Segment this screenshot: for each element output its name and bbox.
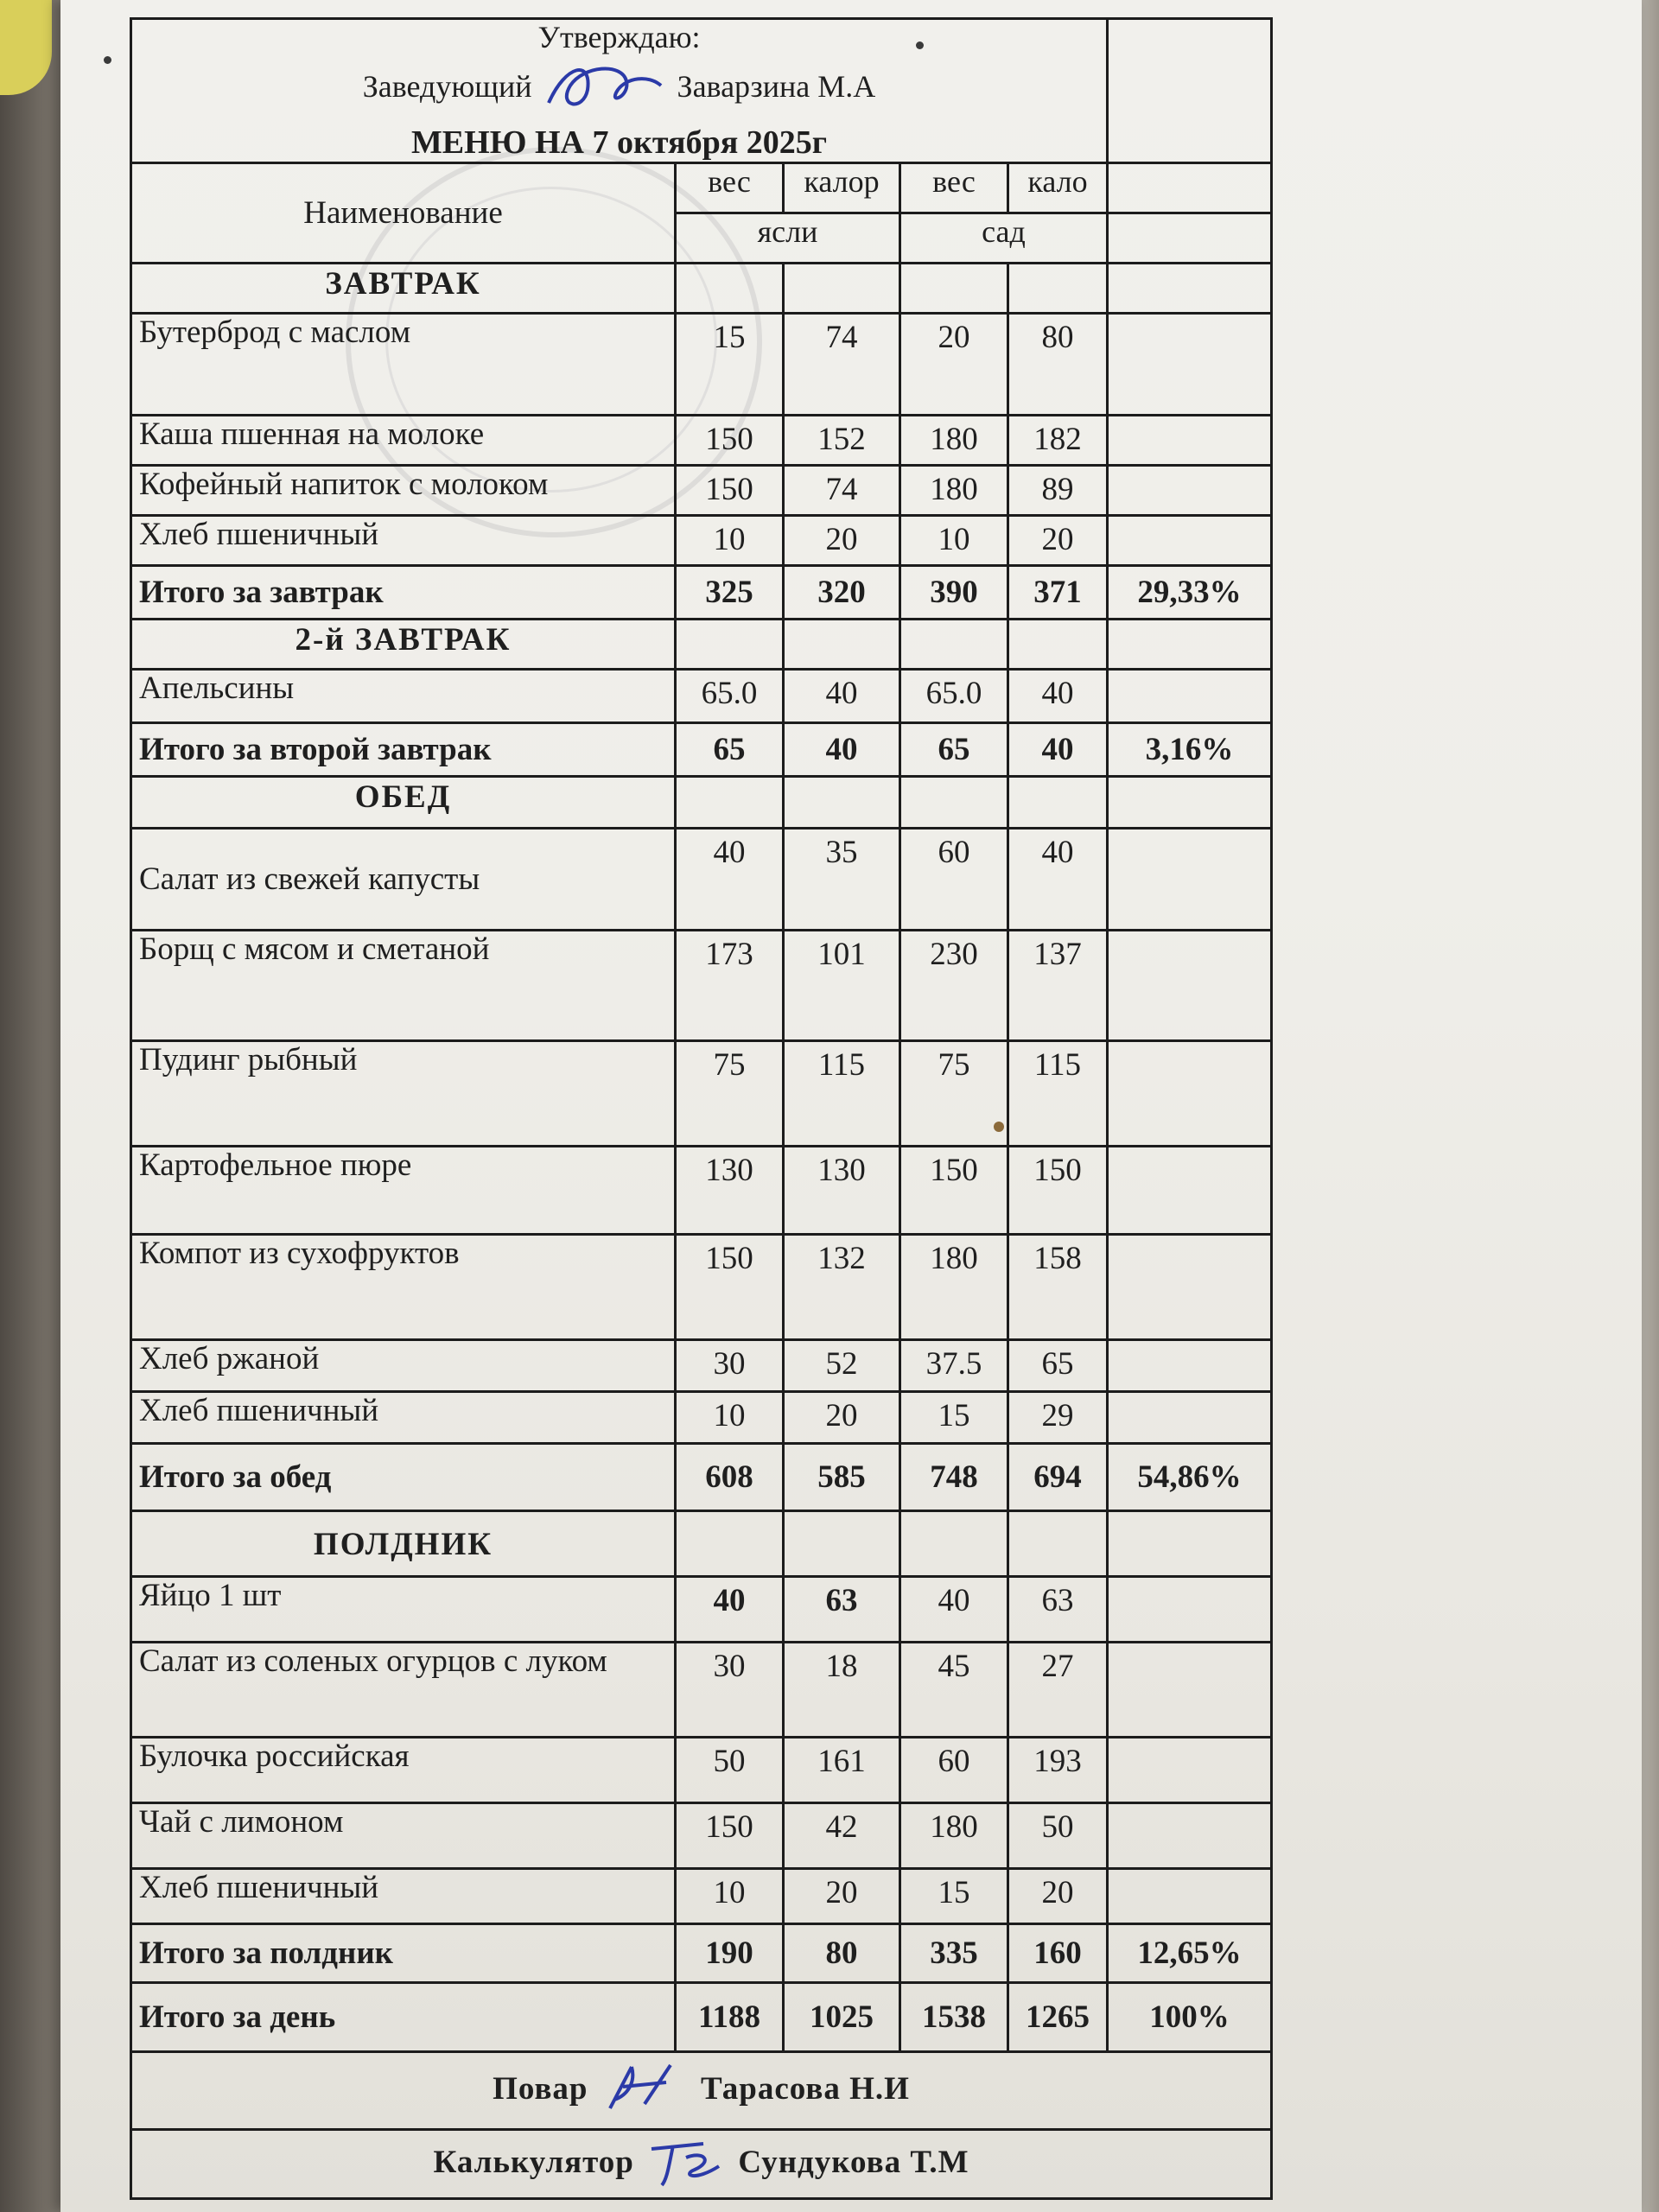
calories-nursery: 52 xyxy=(784,1340,900,1392)
calories-nursery: 152 xyxy=(784,416,900,466)
weight-nursery: 40 xyxy=(676,829,784,931)
table-row xyxy=(131,1340,1272,1392)
weight-nursery: 173 xyxy=(676,931,784,1041)
weight-nursery: 150 xyxy=(676,1235,784,1340)
total-percent: 12,65% xyxy=(1108,1924,1272,1983)
table-row xyxy=(131,1738,1272,1803)
table-row xyxy=(131,1643,1272,1738)
cook-role: Повар xyxy=(493,2070,588,2107)
manager-name: Заварзина М.А xyxy=(677,69,876,105)
weight-kindergarten: 20 xyxy=(900,314,1008,416)
calories-kindergarten: 20 xyxy=(1008,516,1108,566)
calories-kindergarten: 50 xyxy=(1008,1803,1108,1869)
dish-name: Салат из свежей капусты xyxy=(131,829,676,931)
calories-nursery: 74 xyxy=(784,466,900,516)
dish-name: Хлеб пшеничный xyxy=(131,1392,676,1444)
print-speck xyxy=(104,56,111,64)
calories-nursery: 101 xyxy=(784,931,900,1041)
dish-name: Чай с лимоном xyxy=(131,1803,676,1869)
calculator-signature-row xyxy=(131,2130,1272,2199)
calculator-name: Сундукова Т.М xyxy=(738,2144,969,2180)
section-row xyxy=(131,264,1272,314)
calories-kindergarten: 29 xyxy=(1008,1392,1108,1444)
section-row xyxy=(131,777,1272,829)
calories-kindergarten: 182 xyxy=(1008,416,1108,466)
weight-nursery: 50 xyxy=(676,1738,784,1803)
weight-nursery: 130 xyxy=(676,1147,784,1235)
dish-name: Яйцо 1 шт xyxy=(131,1577,676,1643)
weight-nursery: 150 xyxy=(676,466,784,516)
dish-name: Хлеб ржаной xyxy=(131,1340,676,1392)
table-row xyxy=(131,931,1272,1041)
dish-name: Булочка российская xyxy=(131,1738,676,1803)
section-row xyxy=(131,1511,1272,1577)
table-row xyxy=(131,314,1272,416)
calories-nursery: 115 xyxy=(784,1041,900,1147)
column-header-name: Наименование xyxy=(131,163,676,264)
calories-kindergarten: 63 xyxy=(1008,1577,1108,1643)
weight-kindergarten: 180 xyxy=(900,416,1008,466)
total-percent: 54,86% xyxy=(1108,1444,1272,1511)
dish-name: Компот из сухофруктов xyxy=(131,1235,676,1340)
total-percent: 3,16% xyxy=(1108,723,1272,777)
day-total-calories-kindergarten: 1265 xyxy=(1008,1983,1108,2052)
weight-kindergarten: 10 xyxy=(900,516,1008,566)
dish-name: Борщ с мясом и сметаной xyxy=(131,931,676,1041)
weight-kindergarten: 15 xyxy=(900,1869,1008,1924)
calories-nursery: 40 xyxy=(784,670,900,723)
signature-mark xyxy=(643,2132,729,2198)
calories-kindergarten: 20 xyxy=(1008,1869,1108,1924)
total-label: Итого за полдник xyxy=(131,1924,676,1983)
total-label: Итого за обед xyxy=(131,1444,676,1511)
column-header-weight: вес xyxy=(900,163,1008,213)
weight-kindergarten: 150 xyxy=(900,1147,1008,1235)
empty-cell xyxy=(1108,213,1272,264)
weight-kindergarten: 37.5 xyxy=(900,1340,1008,1392)
approve-label: Утверждаю: xyxy=(537,20,701,54)
calories-nursery: 20 xyxy=(784,1392,900,1444)
dish-name: Салат из соленых огурцов с луком xyxy=(131,1643,676,1738)
calories-kindergarten: 193 xyxy=(1008,1738,1108,1803)
group-header-nursery: ясли xyxy=(676,213,900,264)
dish-name: Кофейный напиток с молоком xyxy=(131,466,676,516)
dish-name: Апельсины xyxy=(131,670,676,723)
calculator-role: Калькулятор xyxy=(433,2144,634,2180)
calories-nursery: 20 xyxy=(784,1869,900,1924)
table-row xyxy=(131,1147,1272,1235)
total-calories-kindergarten: 160 xyxy=(1008,1924,1108,1983)
section-title: ЗАВТРАК xyxy=(131,264,676,314)
weight-kindergarten: 40 xyxy=(900,1577,1008,1643)
calories-kindergarten: 137 xyxy=(1008,931,1108,1041)
day-total-label: Итого за день xyxy=(131,1983,676,2052)
calories-kindergarten: 40 xyxy=(1008,670,1108,723)
calories-nursery: 74 xyxy=(784,314,900,416)
weight-kindergarten: 65.0 xyxy=(900,670,1008,723)
table-row xyxy=(131,1577,1272,1643)
position-label: Заведующий xyxy=(362,69,532,105)
weight-nursery: 75 xyxy=(676,1041,784,1147)
calories-kindergarten: 150 xyxy=(1008,1147,1108,1235)
total-weight-nursery: 65 xyxy=(676,723,784,777)
calories-nursery: 132 xyxy=(784,1235,900,1340)
section-title: 2-й ЗАВТРАК xyxy=(131,620,676,670)
calories-kindergarten: 89 xyxy=(1008,466,1108,516)
total-calories-nursery: 80 xyxy=(784,1924,900,1983)
total-row xyxy=(131,723,1272,777)
group-header-kindergarten: сад xyxy=(900,213,1108,264)
day-total-weight-nursery: 1188 xyxy=(676,1983,784,2052)
table-row xyxy=(131,1869,1272,1924)
weight-nursery: 65.0 xyxy=(676,670,784,723)
calories-nursery: 42 xyxy=(784,1803,900,1869)
calories-nursery: 35 xyxy=(784,829,900,931)
total-calories-kindergarten: 371 xyxy=(1008,566,1108,620)
table-row xyxy=(131,1041,1272,1147)
weight-nursery: 15 xyxy=(676,314,784,416)
total-weight-kindergarten: 390 xyxy=(900,566,1008,620)
calories-kindergarten: 27 xyxy=(1008,1643,1108,1738)
dish-name: Хлеб пшеничный xyxy=(131,1869,676,1924)
section-row xyxy=(131,620,1272,670)
weight-kindergarten: 180 xyxy=(900,1235,1008,1340)
column-header-weight: вес xyxy=(676,163,784,213)
total-calories-nursery: 320 xyxy=(784,566,900,620)
calories-kindergarten: 40 xyxy=(1008,829,1108,931)
table-row xyxy=(131,829,1272,931)
menu-title: МЕНЮ НА 7 октября 2025г xyxy=(410,124,828,161)
weight-kindergarten: 15 xyxy=(900,1392,1008,1444)
total-weight-kindergarten: 748 xyxy=(900,1444,1008,1511)
table-row xyxy=(131,1392,1272,1444)
total-weight-kindergarten: 335 xyxy=(900,1924,1008,1983)
weight-kindergarten: 60 xyxy=(900,1738,1008,1803)
dish-name: Картофельное пюре xyxy=(131,1147,676,1235)
table-row xyxy=(131,516,1272,566)
weight-kindergarten: 45 xyxy=(900,1643,1008,1738)
calculator-signature xyxy=(131,2130,1272,2199)
total-percent: 29,33% xyxy=(1108,566,1272,620)
calories-nursery: 20 xyxy=(784,516,900,566)
weight-nursery: 10 xyxy=(676,516,784,566)
calories-nursery: 18 xyxy=(784,1643,900,1738)
weight-kindergarten: 180 xyxy=(900,466,1008,516)
dish-name: Бутерброд с маслом xyxy=(131,314,676,416)
table-row xyxy=(131,670,1272,723)
signature-mark xyxy=(597,2056,692,2126)
calories-kindergarten: 158 xyxy=(1008,1235,1108,1340)
total-calories-nursery: 585 xyxy=(784,1444,900,1511)
dish-name: Хлеб пшеничный xyxy=(131,516,676,566)
weight-nursery: 150 xyxy=(676,416,784,466)
calories-kindergarten: 65 xyxy=(1008,1340,1108,1392)
weight-kindergarten: 60 xyxy=(900,829,1008,931)
calories-kindergarten: 80 xyxy=(1008,314,1108,416)
total-weight-nursery: 325 xyxy=(676,566,784,620)
calories-nursery: 161 xyxy=(784,1738,900,1803)
total-label: Итого за завтрак xyxy=(131,566,676,620)
total-calories-kindergarten: 40 xyxy=(1008,723,1108,777)
section-title: ПОЛДНИК xyxy=(131,1511,676,1577)
weight-nursery: 30 xyxy=(676,1643,784,1738)
dish-name: Каша пшенная на молоке xyxy=(131,416,676,466)
total-weight-nursery: 190 xyxy=(676,1924,784,1983)
cook-signature-row xyxy=(131,2052,1272,2130)
total-weight-nursery: 608 xyxy=(676,1444,784,1511)
column-header-calories: кало xyxy=(1008,163,1108,213)
total-row xyxy=(131,1444,1272,1511)
weight-nursery: 30 xyxy=(676,1340,784,1392)
weight-kindergarten: 180 xyxy=(900,1803,1008,1869)
day-total-calories-nursery: 1025 xyxy=(784,1983,900,2052)
empty-cell xyxy=(1108,19,1272,163)
empty-cell xyxy=(1108,163,1272,213)
approval-header xyxy=(131,19,1108,163)
column-header-calories: калор xyxy=(784,163,900,213)
table-row xyxy=(131,416,1272,466)
total-label: Итого за второй завтрак xyxy=(131,723,676,777)
day-total-row xyxy=(131,1983,1272,2052)
dish-name: Пудинг рыбный xyxy=(131,1041,676,1147)
weight-nursery: 10 xyxy=(676,1869,784,1924)
weight-kindergarten: 75 xyxy=(900,1041,1008,1147)
calories-nursery: 130 xyxy=(784,1147,900,1235)
day-total-weight-kindergarten: 1538 xyxy=(900,1983,1008,2052)
total-row xyxy=(131,566,1272,620)
calories-kindergarten: 115 xyxy=(1008,1041,1108,1147)
cook-name: Тарасова Н.И xyxy=(701,2070,910,2107)
signature-mark xyxy=(540,55,670,124)
section-title: ОБЕД xyxy=(131,777,676,829)
cook-signature xyxy=(131,2052,1272,2130)
weight-nursery: 10 xyxy=(676,1392,784,1444)
weight-kindergarten: 230 xyxy=(900,931,1008,1041)
table-row xyxy=(131,1235,1272,1340)
calories-nursery: 63 xyxy=(784,1577,900,1643)
weight-nursery: 40 xyxy=(676,1577,784,1643)
total-row xyxy=(131,1924,1272,1983)
total-calories-nursery: 40 xyxy=(784,723,900,777)
menu-table xyxy=(130,17,1273,2200)
total-calories-kindergarten: 694 xyxy=(1008,1444,1108,1511)
total-weight-kindergarten: 65 xyxy=(900,723,1008,777)
table-row xyxy=(131,1803,1272,1869)
day-total-percent: 100% xyxy=(1108,1983,1272,2052)
table-row xyxy=(131,466,1272,516)
weight-nursery: 150 xyxy=(676,1803,784,1869)
